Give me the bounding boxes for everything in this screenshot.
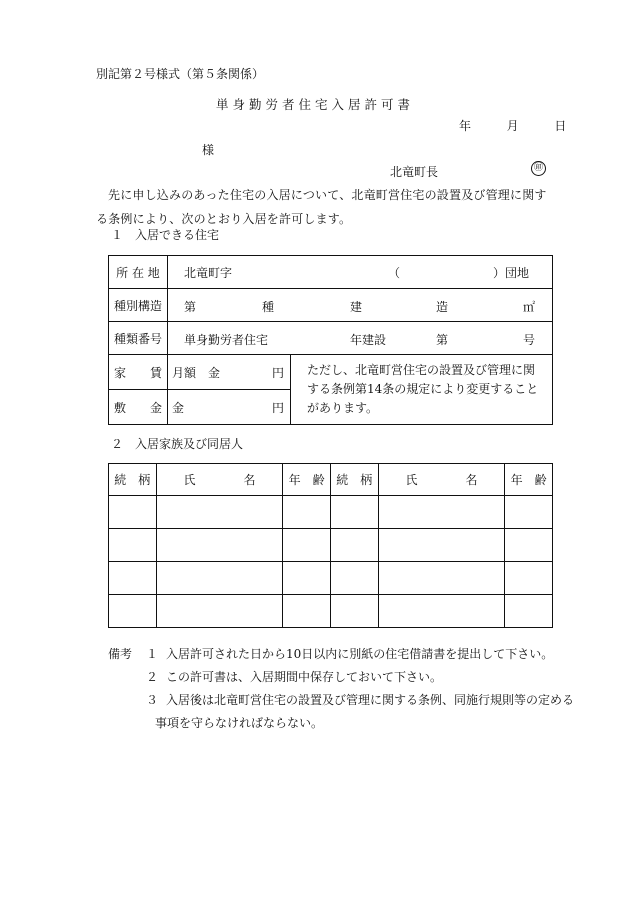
note-text: 入居後は北竜町営住宅の設置及び管理に関する条例、同施行規則等の定める (166, 693, 575, 707)
date-day: 日 (554, 119, 567, 133)
name-cell[interactable] (156, 562, 283, 595)
name-cell[interactable] (378, 496, 505, 529)
age-cell[interactable] (283, 529, 331, 562)
relation-cell[interactable] (109, 562, 157, 595)
number-cell (168, 322, 553, 355)
structure-dai: 第 (184, 300, 197, 314)
location-paren-close: ）団地 (493, 265, 530, 280)
name-cell[interactable] (378, 562, 505, 595)
rent-cell (168, 355, 291, 390)
table-row (109, 562, 553, 595)
relation-cell[interactable] (330, 562, 378, 595)
header-name-2: 氏 名 (378, 464, 505, 496)
header-age-1: 年 齢 (283, 464, 331, 496)
location-label: 所 在 地 (109, 256, 168, 289)
date-line (459, 117, 566, 134)
structure-zou: 造 (436, 300, 449, 314)
relation-cell[interactable] (330, 529, 378, 562)
structure-cell (168, 289, 553, 322)
number-dai: 第 (436, 333, 449, 347)
seal-mark: ㊞ (531, 161, 546, 176)
deposit-unit: 円 (271, 401, 284, 415)
issuer-name: 北竜町長 (390, 165, 439, 179)
relation-cell[interactable] (109, 529, 157, 562)
name-cell[interactable] (156, 496, 283, 529)
note-continuation: 事項を守らなければならない。 (155, 716, 324, 730)
location-paren-open: （ (388, 265, 401, 280)
age-cell[interactable] (505, 496, 553, 529)
name-cell[interactable] (378, 595, 505, 628)
date-month: 月 (506, 119, 519, 133)
form-reference: 別記第２号様式（第５条関係） (96, 67, 265, 81)
header-age-2: 年 齢 (505, 464, 553, 496)
header-relation-2: 続 柄 (330, 464, 378, 496)
note-row-3-continued (108, 712, 574, 735)
name-cell[interactable] (378, 529, 505, 562)
number-value: 単身勤労者住宅 (184, 333, 269, 347)
rent-unit: 円 (271, 366, 284, 380)
rent-note: ただし、北竜町営住宅の設置及び管理に関する条例第14条の規定により変更することがあります。 (291, 355, 553, 425)
number-year: 年建設 (350, 333, 387, 347)
structure-unit: ㎡ (523, 300, 536, 314)
document-title: 単身勤労者住宅入居許可書 (215, 97, 414, 112)
rent-value: 月額 金 (172, 366, 221, 380)
note-text: 入居許可された日から10日以内に別紙の住宅借請書を提出して下さい。 (166, 647, 554, 661)
table-row (109, 529, 553, 562)
table-row (109, 595, 553, 628)
note-text: この許可書は、入居期間中保存しておいて下さい。 (166, 670, 443, 684)
note-row-1 (108, 643, 574, 666)
age-cell[interactable] (283, 562, 331, 595)
section-1-heading: １ 入居できる住宅 (111, 228, 220, 242)
note-row-3 (108, 689, 574, 712)
relation-cell[interactable] (330, 496, 378, 529)
note-number: １ (146, 647, 159, 661)
deposit-label: 敷 金 (109, 390, 168, 425)
addressee-suffix: 様 (202, 143, 215, 157)
age-cell[interactable] (505, 595, 553, 628)
location-value: 北竜町字 (184, 265, 233, 280)
number-go: 号 (523, 333, 536, 347)
date-year: 年 (459, 119, 472, 133)
age-cell[interactable] (283, 496, 331, 529)
relation-cell[interactable] (330, 595, 378, 628)
note-number: ３ (146, 693, 159, 707)
note-row-2 (108, 666, 574, 689)
location-cell (168, 256, 553, 289)
deposit-value: 金 (172, 401, 185, 415)
structure-shu: 種 (262, 300, 275, 314)
table-row (109, 496, 553, 529)
rent-label: 家 賃 (109, 355, 168, 390)
structure-ken: 建 (350, 300, 363, 314)
relation-cell[interactable] (109, 496, 157, 529)
header-name-1: 氏 名 (156, 464, 283, 496)
family-table (108, 463, 553, 628)
age-cell[interactable] (505, 562, 553, 595)
notes-section (108, 643, 574, 735)
number-label: 種類番号 (109, 322, 168, 355)
notes-label: 備考 (108, 647, 133, 661)
name-cell[interactable] (156, 529, 283, 562)
section-2-heading: ２ 入居家族及び同居人 (111, 437, 244, 451)
note-number: ２ (146, 670, 159, 684)
age-cell[interactable] (505, 529, 553, 562)
relation-cell[interactable] (109, 595, 157, 628)
age-cell[interactable] (283, 595, 331, 628)
body-paragraph: 先に申し込みのあった住宅の入居について、北竜町営住宅の設置及び管理に関する条例により、次のとおり入居を許可します。 (96, 188, 547, 226)
name-cell[interactable] (156, 595, 283, 628)
deposit-cell (168, 390, 291, 425)
header-relation-1: 続 柄 (109, 464, 157, 496)
structure-label: 種別構造 (109, 289, 168, 322)
housing-table (108, 255, 553, 425)
